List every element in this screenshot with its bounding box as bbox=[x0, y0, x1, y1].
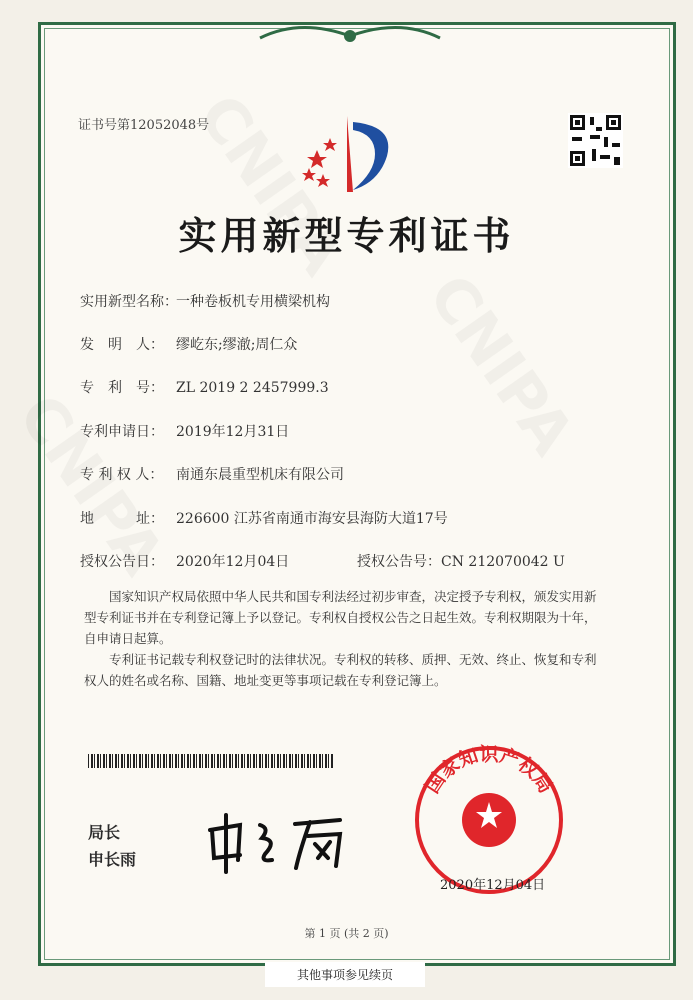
field-inventors: 发 明 人： 缪屹东;缪澈;周仁众 bbox=[80, 337, 298, 353]
signatory-name: 申长雨 bbox=[88, 850, 137, 869]
cnipa-logo bbox=[295, 112, 405, 197]
page-indicator: 第 1 页 (共 2 页) bbox=[304, 927, 389, 940]
paragraph: 专利证书记载专利权登记时的法律状况。专利权的转移、质押、无效、终止、恢复和专利权人的姓名或名称、国籍、地址变更等事项记载在专利登记簿上。 bbox=[84, 652, 597, 688]
signature bbox=[200, 810, 360, 875]
footer-note: 其他事项参见续页 bbox=[265, 962, 425, 987]
signatory-title: 局长 bbox=[88, 823, 121, 842]
certificate-number: 证书号第12052048号 bbox=[78, 118, 210, 133]
seal-text: 国家知识产权局 bbox=[421, 743, 557, 798]
field-patent-number: 专 利 号： ZL 2019 2 2457999.3 bbox=[80, 380, 329, 396]
field-address: 地 址： 226600 江苏省南通市海安县海防大道17号 bbox=[80, 511, 448, 527]
ornament-top bbox=[250, 18, 450, 52]
field-announcement-number: 授权公告号：CN 212070042 U bbox=[357, 554, 565, 570]
legal-statement bbox=[84, 586, 604, 691]
certificate-title: 实用新型专利证书 bbox=[178, 213, 515, 258]
barcode bbox=[88, 754, 333, 768]
seal-date: 2020年12月04日 bbox=[440, 878, 546, 893]
field-application-date: 专利申请日： 2019年12月31日 bbox=[80, 424, 290, 440]
qr-code bbox=[568, 113, 623, 168]
field-patentee: 专 利 权 人： 南通东晨重型机床有限公司 bbox=[80, 467, 344, 483]
field-utility-model-name: 实用新型名称：一种卷板机专用横梁机构 bbox=[80, 294, 330, 310]
svg-text:国家知识产权局 bbox=[421, 743, 557, 798]
paragraph: 国家知识产权局依照中华人民共和国专利法经过初步审查，决定授予专利权，颁发实用新型专利证书并在专利登记簿上予以登记。专利权自授权公告之日起生效。专利权期限为十年，自申请日起算。 bbox=[84, 589, 597, 646]
field-grant-date: 授权公告日： 2020年12月04日 bbox=[80, 554, 290, 570]
